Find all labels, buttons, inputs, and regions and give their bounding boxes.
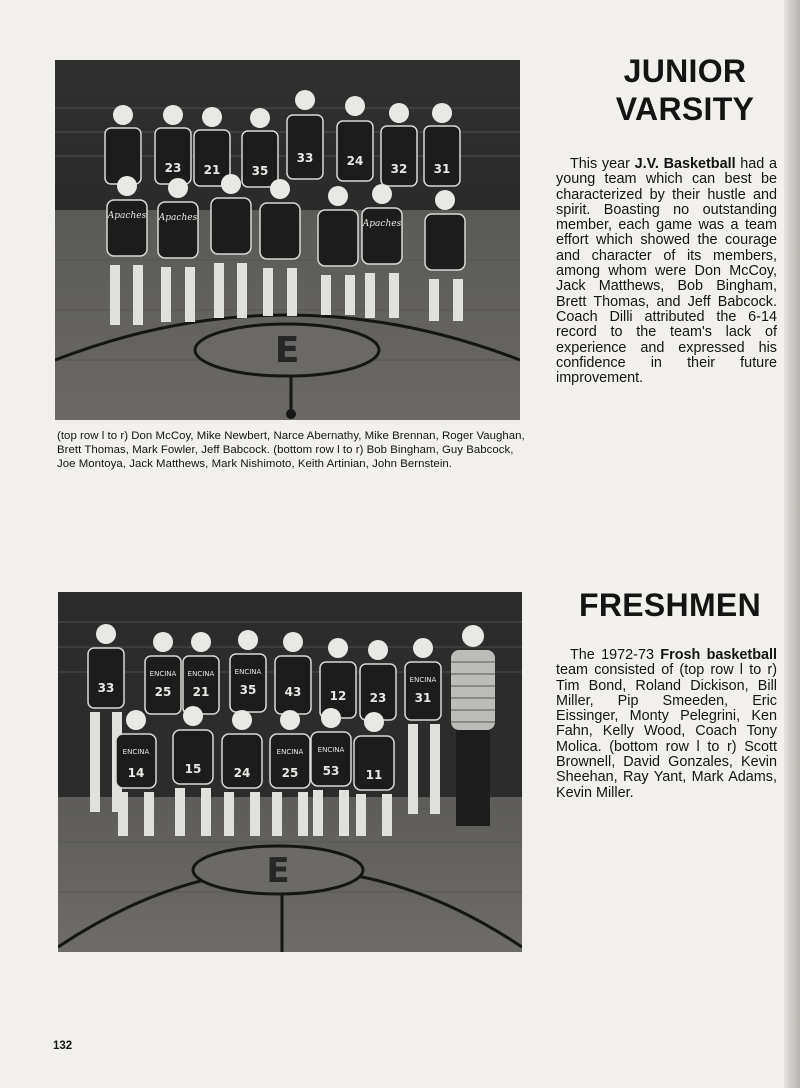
jv-article <box>556 157 777 386</box>
jv-jersey-script: Apaches <box>158 213 198 223</box>
jv-jersey-number: 33 <box>296 151 314 165</box>
freshmen-jersey-script: ENCINA <box>276 748 304 756</box>
jv-jersey-number: 21 <box>203 163 221 177</box>
freshmen-jersey-script: ENCINA <box>409 676 437 684</box>
jv-heading <box>585 52 785 128</box>
freshmen-jersey-number: 25 <box>281 766 299 780</box>
freshmen-jersey-number: 31 <box>414 691 432 705</box>
freshmen-jersey-number: 43 <box>284 685 302 699</box>
freshmen-jersey-number: 35 <box>239 683 257 697</box>
jv-floor-letter: E <box>274 330 300 371</box>
jv-jersey-number: 31 <box>433 162 451 176</box>
page-edge-shadow <box>784 0 800 1088</box>
freshmen-jersey-script: ENCINA <box>234 668 262 676</box>
freshmen-jersey-script: ENCINA <box>122 748 150 756</box>
jv-jersey-number: 23 <box>164 161 182 175</box>
jv-jersey-number: 32 <box>390 162 408 176</box>
jv-jersey-number: 24 <box>346 154 364 168</box>
freshmen-jersey-script: ENCINA <box>149 670 177 678</box>
jv-article-body: had a young team which can best be characterized by their hustle and spirit. Boasting no outstanding member, each game was a team effort which showed the courage and character of its members, among whom were Don McCoy, Jack Matthews, Bob Bingham, Brett Thomas, and Jeff Babcock. Coach Dilli attributed the 6-14 record to the team's lack of experience and expressed his confidence in their future improvement. <box>556 156 778 387</box>
freshmen-jersey-number: 53 <box>322 764 340 778</box>
freshmen-jersey-number: 15 <box>184 762 202 776</box>
freshmen-jersey-number: 24 <box>233 766 251 780</box>
jv-jersey-number: 35 <box>251 164 269 178</box>
freshmen-article-body: team consisted of (top row l to r) Tim Bond, Roland Dickison, Bill Miller, Pip Smeeden, Eric Eissinger, Monty Pelegrini, Ken Fahn, Kelly Wood, Coach Tony Molica. (bottom row l to r) Scott Brownell, David Gonzales, Kevin Sheehan, Ray Yant, Mark Adams, Kevin Miller. <box>556 662 777 801</box>
jv-article-bold: J.V. Basketball <box>634 156 736 172</box>
jv-article-prefix: This year <box>570 156 635 172</box>
freshmen-jersey-script: ENCINA <box>317 746 345 754</box>
freshmen-jersey-number: 25 <box>154 685 172 699</box>
freshmen-article <box>556 648 777 801</box>
jv-team-photo <box>55 60 520 420</box>
freshmen-article-prefix: The 1972-73 <box>570 647 661 663</box>
freshmen-article-bold: Frosh basketball <box>660 647 777 663</box>
jv-jersey-script: Apaches <box>107 211 147 221</box>
freshmen-jersey-number: 12 <box>329 689 347 703</box>
freshmen-jersey-number: 14 <box>127 766 145 780</box>
freshmen-jersey-number: 33 <box>97 681 115 695</box>
freshmen-jersey-number: 23 <box>369 691 387 705</box>
freshmen-jersey-number: 11 <box>365 768 383 782</box>
freshmen-team-photo <box>58 592 522 952</box>
freshmen-heading: FRESHMEN <box>579 587 761 623</box>
freshmen-jersey-number: 21 <box>192 685 210 699</box>
jv-photo-caption: (top row l to r) Don McCoy, Mike Newbert, Narce Abernathy, Mike Brennan, Roger Vaughan, Brett Thomas, Mark Fowler, Jeff Babcock. (bottom row l to r) Bob Bingham, Guy Babcock, Joe Montoya, Jack Matthews, Mark Nishimoto, Keith Artinian, John Bernstein. <box>57 430 525 470</box>
freshmen-floor-letter: E <box>266 851 290 891</box>
freshmen-jersey-script: ENCINA <box>187 670 215 678</box>
jv-jersey-script: Apaches <box>362 219 402 229</box>
jv-heading-line-1: JUNIOR <box>623 53 747 89</box>
jv-heading-line-2: VARSITY <box>615 91 755 127</box>
page-number: 132 <box>53 1040 73 1052</box>
